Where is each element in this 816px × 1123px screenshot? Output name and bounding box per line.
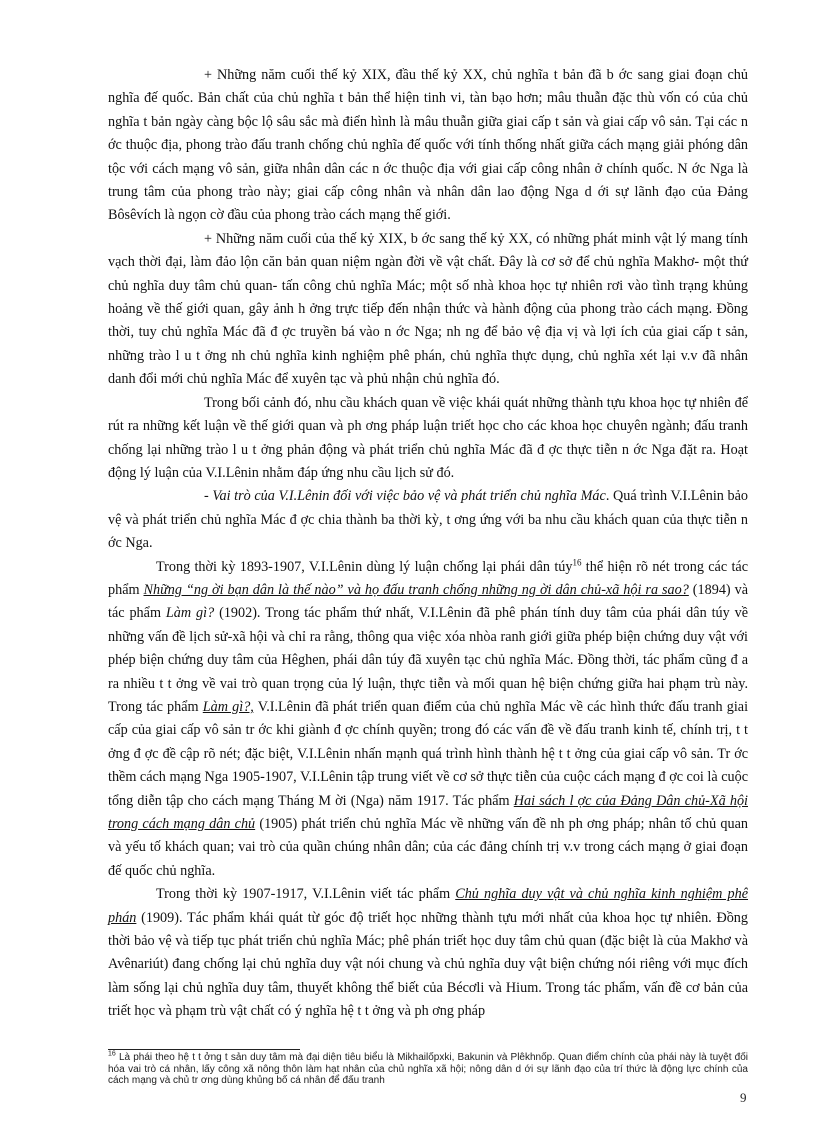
text-run: (1902). Trong tác phẩm thứ nhất, V.I.Lênin đã phê phán tính duy tâm của phái dân túy về những vấn đề lịch sử-xã hội và chỉ ra rằng, thông qua việc xóa nhòa ranh giới giữa phép biện chứng duy vật với phép biện chứng duy tâm của Hêghen, phái dân túy đã xuyên tạc chủ nghĩa Mác. Đồng thời, tác phẩm cũng đ a ra nhiều t t ởng về vai trò quan trọng của lý luận, thực tiễn và mối quan hệ biện chứng giữa hai phạm trù này. Trong tác phẩm: [108, 605, 749, 715]
text-run: Trong thời kỳ 1893-1907, V.I.Lênin dùng lý luận chống lại phái dân túy: [156, 558, 573, 575]
work-title: Những “ng ời bạn dân là thế nào” và họ đấu tranh chống những ng ời dân chủ-xã hội ra sao?: [143, 581, 689, 598]
text-run: (1894) và tác phẩm: [108, 581, 749, 622]
paragraph-period-1907-1917: [108, 883, 748, 1023]
work-title: Làm gì?: [165, 605, 215, 622]
work-title: Làm gì?,: [202, 698, 254, 715]
text-run: (1909). Tác phẩm khái quát từ góc độ triết học những thành tựu mới nhất của khoa học tự nhiên. Đồng thời bảo vệ và tiếp tục phát triển chủ nghĩa Mác; phê phán triết học duy tâm chủ quan (đặc biệt là của Makhơ và Avênariút) đang chống lại chủ nghĩa duy vật nói chung và chủ nghĩa duy vật biện chứng nói riêng với mục đích làm sống lại chủ nghĩa duy tâm, thuyết không thể biết của Bécơli và Hium. Trong tác phẩm, vấn đề cơ bản của triết học và phạm trù vật chất có ý nghĩa hệ t t ởng và ph ơng pháp: [108, 909, 748, 1020]
paragraph-imperialism: + Những năm cuối thế kỷ XIX, đầu thế kỷ XX, chủ nghĩa t bản đã b ớc sang giai đoạn chủ nghĩa đế quốc. Bản chất của chủ nghĩa t bản thể hiện tinh vi, tàn bạo hơn; mâu thuẫn đặc thù vốn có của chủ nghĩa t bản ngày càng bộc lộ sâu sắc mà điển hình là mâu thuẫn giữa giai cấp t sản và giai cấp vô sản. Tại các n ớc thuộc địa, phong trào đấu tranh chống chủ nghĩa đế quốc với tính thống nhất giữa cách mạng giải phóng dân tộc với cách mạng vô sản, giữa nhân dân các n ớc thuộc địa với giai cấp công nhân ở chính quốc. N ớc Nga là trung tâm của phong trào này; giai cấp công nhân và nhân dân lao động Nga d ới sự lãnh đạo của Đảng Bôsêvích là ngọn cờ đầu của phong trào cách mạng thế giới.: [108, 67, 748, 224]
text-run: Trong thời kỳ 1907-1917, V.I.Lênin viết tác phẩm: [156, 886, 456, 903]
paragraph-lenin-role: [108, 485, 748, 555]
footnote-text: Là phái theo hệ t t ởng t sản duy tâm mà đại diện tiêu biểu là Mikhailốpxki, Bakunin và Plêkhnốp. Quan điểm chính của phái này là tuyệt đối hóa vai trò cá nhân, lấy công xã nông thôn làm hạt nhân của chủ nghĩa xã hội; nông dân d ới sự lãnh đạo của trí thức là động lực chính của cách mạng và chủ tr ơng dùng khủng bố cá nhân để đấu tranh: [108, 1052, 748, 1086]
text-run: V.I.Lênin đã phát triển quan điểm của chủ nghĩa Mác về các hình thức đấu tranh giai cấp của giai cấp vô sản tr ớc khi giành đ ợc chính quyền; trong đó các vấn đề về đấu tranh kinh tế, chính trị, t t ởng đ ợc đề cập rõ nét; đặc biệt, V.I.Lênin nhấn mạnh quá trình hình thành hệ t t ởng của giai cấp vô sản. Tr ớc thềm cách mạng Nga 1905-1907, V.I.Lênin tập trung viết về cơ sở thực tiễn của cuộc cách mạng đ ợc coi là cuộc tổng diễn tập cho cách mạng Tháng M ời (Nga) năm 1917. Tác phẩm: [108, 698, 749, 809]
body-text: [108, 64, 748, 1024]
footnote: [108, 1052, 748, 1087]
paragraph-context: Trong bối cảnh đó, nhu cầu khách quan về việc khái quát những thành tựu khoa học tự nhiên để rút ra những kết luận về thế giới quan và ph ơng pháp luận triết học cho các khoa học chuyên ngành; đấu tranh chống lại những trào l u t ởng phản động và phát triển chủ nghĩa Mác đã đ ợc thực tiễn n ớc Nga đặt ra. Hoạt động lý luận của V.I.Lênin nhằm đáp ứng nhu cầu lịch sử đó.: [108, 394, 748, 481]
text-run: (1905) phát triển chủ nghĩa Mác về những vấn đề nh ph ơng pháp; nhân tố chủ quan và yếu tố khách quan; vai trò của quần chúng nhân dân; của các đảng chính trị v.v trong cách mạng ở giai đoạn đế quốc chủ nghĩa.: [108, 816, 748, 879]
paragraph-period-1893-1907: [108, 556, 748, 884]
footnote-reference[interactable]: 16: [572, 556, 582, 567]
paragraph-physics-discoveries: + Những năm cuối của thế kỷ XIX, b ớc sang thế kỷ XX, có những phát minh vật lý mang tính vạch thời đại, làm đảo lộn căn bản quan niệm ngàn đời về vật chất. Đây là cơ sở để chủ nghĩa Makhơ- một thứ chủ nghĩa duy tâm chủ quan- tấn công chủ nghĩa Mác; một số nhà khoa học tự nhiên rơi vào tình trạng khủng hoảng về thế giới quan, gây ảnh h ởng trực tiếp đến nhận thức và hành động của phong trào cách mạng. Đồng thời, tuy chủ nghĩa Mác đã đ ợc truyền bá vào n ớc Nga; nh ng để bảo vệ địa vị và lợi ích của giai cấp t sản, những trào l u t ởng nh chủ nghĩa kinh nghiệm phê phán, chủ nghĩa thực dụng, chủ nghĩa xét lại v.v đã nhân danh đổi mới chủ nghĩa Mác để xuyên tạc và phủ nhận chủ nghĩa đó.: [108, 230, 748, 388]
footnote-number: 16: [108, 1050, 116, 1058]
text-run: . Quá trình V.I.Lênin bảo vệ và phát triển chủ nghĩa Mác đ ợc chia thành ba thời kỳ, t ơng ứng với ba nhu cầu khách quan của thực tiễn n ớc Nga.: [108, 488, 748, 552]
page-number: 9: [740, 1090, 747, 1105]
work-title: Hai sách l ợc của Đảng Dân chủ-Xã hội trong cách mạng dân chủ: [108, 792, 748, 832]
footnote-separator: [108, 1049, 300, 1050]
section-heading-lenin-role: - Vai trò của V.I.Lênin đối với việc bảo vệ và phát triển chủ nghĩa Mác: [204, 488, 606, 505]
text-run: thể hiện rõ nét trong các tác phẩm: [108, 558, 748, 598]
work-title: Chủ nghĩa duy vật và chủ nghĩa kinh nghiệm phê phán: [108, 886, 749, 926]
